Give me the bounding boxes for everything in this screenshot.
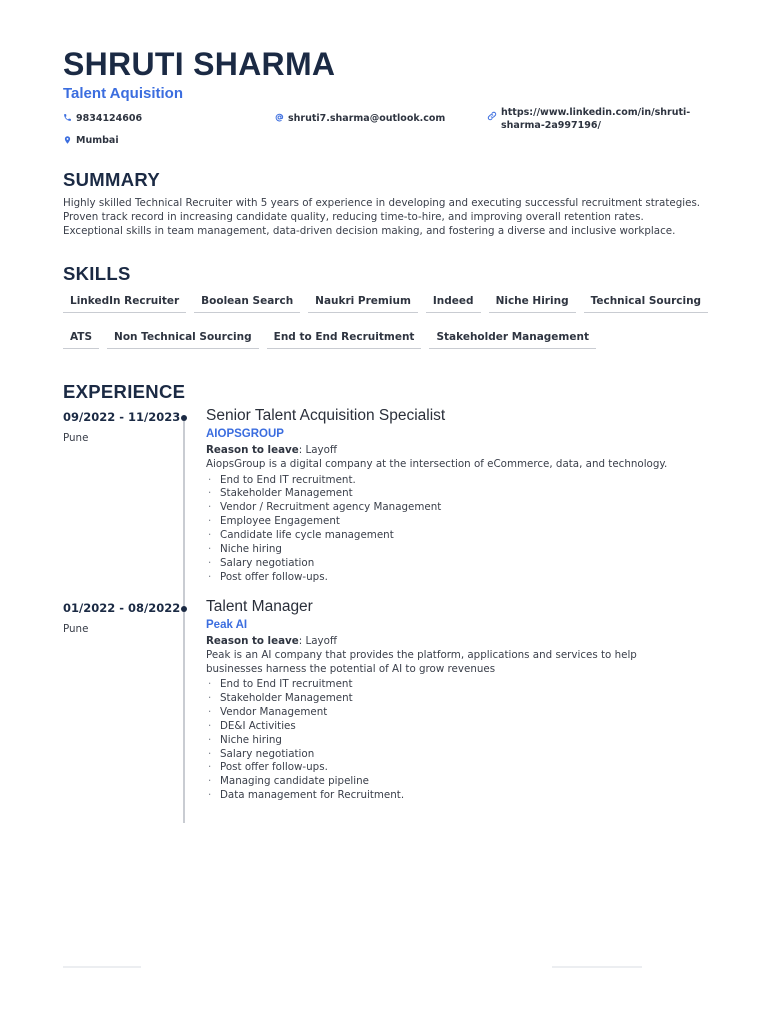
skill-tag: Indeed xyxy=(426,291,481,313)
summary-text: Highly skilled Technical Recruiter with 5 years of experience in developing and executing successful recruitment strategies. Proven track record in increasing candidate quality, reducing time-to-hire, and improving overall retention rates. Exceptional skills in team management, data-driven decision making, and fostering a diverse and inclusive workplace. xyxy=(63,197,701,237)
reason-value: : Layoff xyxy=(298,635,337,647)
footer-divider xyxy=(63,966,141,968)
footer-divider xyxy=(552,966,642,968)
list-item: · Stakeholder Management xyxy=(206,692,686,706)
job-title: Talent Manager xyxy=(206,598,313,615)
candidate-name: SHRUTI SHARMA xyxy=(63,46,336,82)
list-item: · Candidate life cycle management xyxy=(206,529,686,543)
timeline-dot xyxy=(181,415,187,421)
link-icon xyxy=(487,111,497,121)
job-dates: 01/2022 - 08/2022 xyxy=(63,601,181,615)
timeline-dot xyxy=(181,606,187,612)
skills-heading: SKILLS xyxy=(63,263,131,284)
skill-tag: LinkedIn Recruiter xyxy=(63,291,186,313)
map-pin-icon xyxy=(63,135,72,145)
list-item: · End to End IT recruitment xyxy=(206,678,686,692)
skill-tag: ATS xyxy=(63,327,99,349)
list-item: · Managing candidate pipeline xyxy=(206,775,686,789)
phone-icon xyxy=(63,113,72,122)
company-description: AiopsGroup is a digital company at the intersection of eCommerce, data, and technology. xyxy=(206,458,668,470)
job-title: Senior Talent Acquisition Specialist xyxy=(206,407,446,424)
phone-contact xyxy=(63,112,142,125)
list-item: · Vendor / Recruitment agency Management xyxy=(206,501,686,515)
summary-heading: SUMMARY xyxy=(63,169,160,190)
list-item: · End to End IT recruitment. xyxy=(206,474,686,488)
responsibilities-list xyxy=(206,474,686,585)
email-contact xyxy=(275,112,445,125)
skills-list xyxy=(63,291,713,349)
list-item: · Stakeholder Management xyxy=(206,487,686,501)
job-dates: 09/2022 - 11/2023 xyxy=(63,410,181,424)
list-item: · Niche hiring xyxy=(206,734,686,748)
list-item: · Employee Engagement xyxy=(206,515,686,529)
list-item: · Post offer follow-ups. xyxy=(206,761,686,775)
list-item: · Post offer follow-ups. xyxy=(206,571,686,585)
reason-to-leave xyxy=(206,635,686,648)
reason-label: Reason to leave xyxy=(206,444,299,456)
list-item: · Salary negotiation xyxy=(206,748,686,762)
skill-tag: Technical Sourcing xyxy=(584,291,708,313)
list-item: · Data management for Recruitment. xyxy=(206,789,686,803)
at-icon xyxy=(275,113,284,122)
reason-to-leave xyxy=(206,444,686,457)
timeline-line xyxy=(183,417,185,823)
list-item: · Salary negotiation xyxy=(206,557,686,571)
job-location: Pune xyxy=(63,623,89,635)
reason-label: Reason to leave xyxy=(206,635,299,647)
skill-tag: Non Technical Sourcing xyxy=(107,327,259,349)
phone-number[interactable]: 9834124606 xyxy=(76,113,143,124)
linkedin-url-line-1: https://www.linkedin.com/in/shruti- xyxy=(501,107,691,118)
list-item: · Niche hiring xyxy=(206,543,686,557)
linkedin-url-line-2: sharma-2a997196/ xyxy=(501,120,601,131)
company-name[interactable]: AIOPSGROUP xyxy=(206,428,284,440)
skill-tag: End to End Recruitment xyxy=(267,327,422,349)
skill-tag: Stakeholder Management xyxy=(429,327,596,349)
skill-tag: Naukri Premium xyxy=(308,291,418,313)
skill-tag: Boolean Search xyxy=(194,291,300,313)
responsibilities-list xyxy=(206,678,686,803)
candidate-headline: Talent Aquisition xyxy=(63,85,183,102)
linkedin-url[interactable] xyxy=(501,106,690,132)
experience-heading: EXPERIENCE xyxy=(63,381,186,402)
job-location: Pune xyxy=(63,432,89,444)
list-item: · Vendor Management xyxy=(206,706,686,720)
reason-value: : Layoff xyxy=(298,444,337,456)
company-name[interactable]: Peak AI xyxy=(206,619,248,631)
job-details xyxy=(206,407,686,585)
list-item: · DE&I Activities xyxy=(206,720,686,734)
job-details xyxy=(206,598,686,803)
skill-tag: Niche Hiring xyxy=(489,291,576,313)
email-address[interactable]: shruti7.sharma@outlook.com xyxy=(288,113,446,124)
location-text: Mumbai xyxy=(76,135,119,146)
location-contact xyxy=(63,134,119,147)
company-description: Peak is an AI company that provides the platform, applications and services to help businesses harness the potential of AI to grow revenues xyxy=(206,649,637,675)
linkedin-contact xyxy=(487,106,690,132)
